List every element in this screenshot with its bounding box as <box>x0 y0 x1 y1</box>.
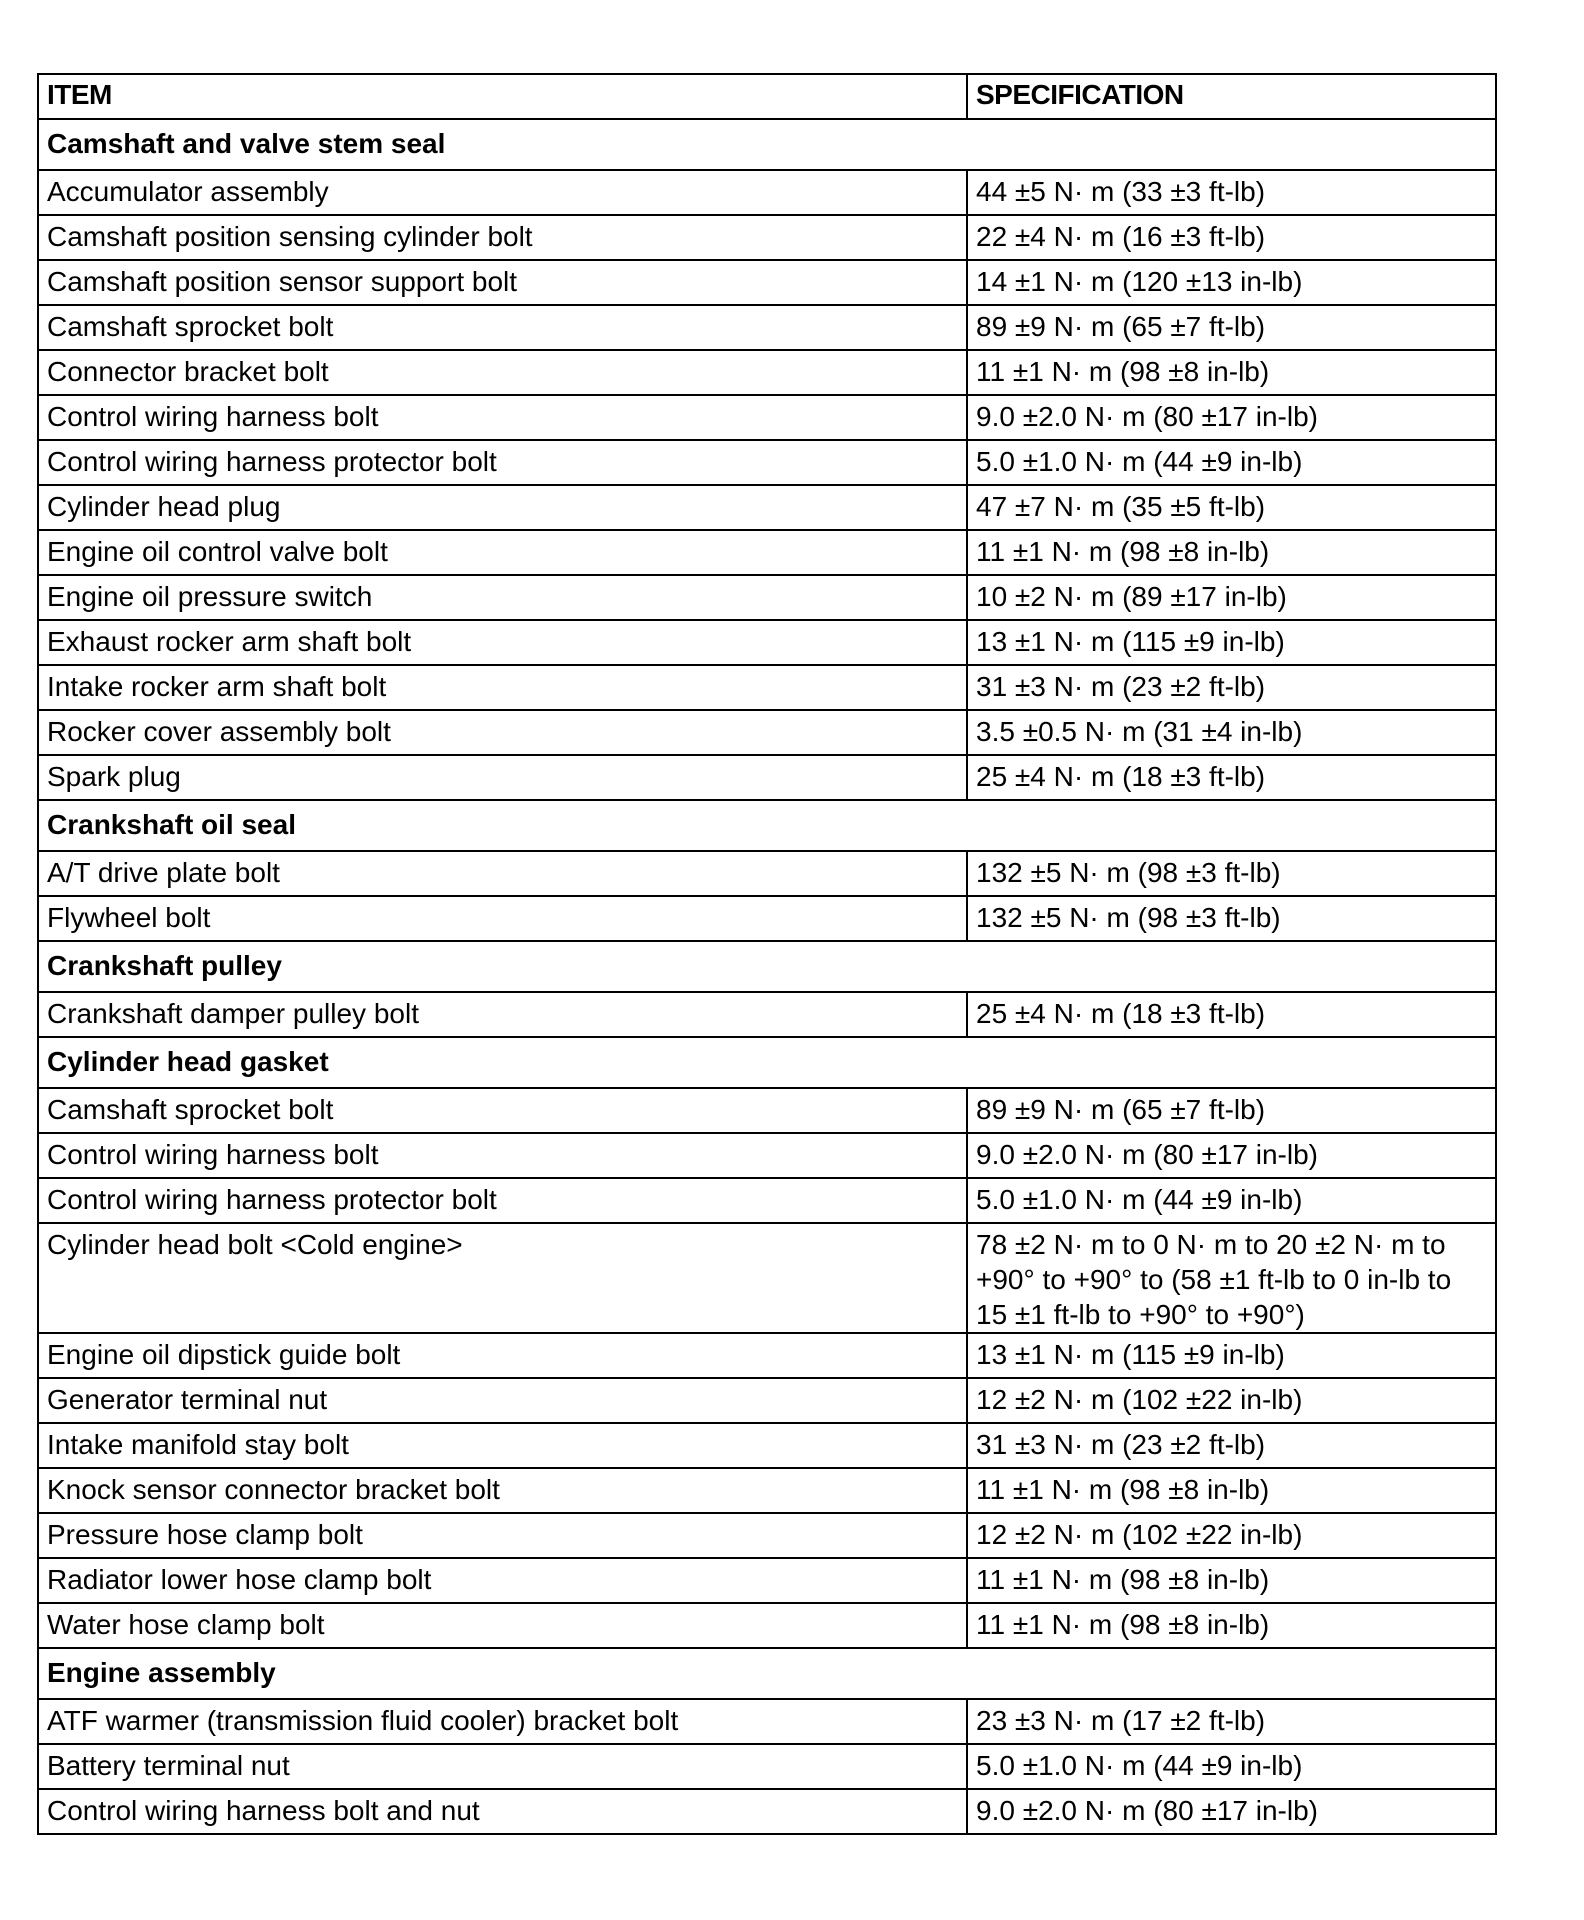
specification-cell: 31 ±3 N· m (23 ±2 ft-lb) <box>967 665 1496 710</box>
section-header-row <box>38 1037 1496 1088</box>
section-title: Camshaft and valve stem seal <box>38 119 1496 170</box>
table-row <box>38 1513 1496 1558</box>
table-row <box>38 215 1496 260</box>
item-cell: Generator terminal nut <box>38 1378 967 1423</box>
specification-cell: 12 ±2 N· m (102 ±22 in-lb) <box>967 1513 1496 1558</box>
specification-cell: 22 ±4 N· m (16 ±3 ft-lb) <box>967 215 1496 260</box>
item-cell: Camshaft position sensing cylinder bolt <box>38 215 967 260</box>
item-cell: Engine oil dipstick guide bolt <box>38 1333 967 1378</box>
table-row <box>38 1133 1496 1178</box>
specification-cell: 9.0 ±2.0 N· m (80 ±17 in-lb) <box>967 1789 1496 1834</box>
table-row <box>38 1333 1496 1378</box>
specification-cell: 3.5 ±0.5 N· m (31 ±4 in-lb) <box>967 710 1496 755</box>
item-cell: Engine oil pressure switch <box>38 575 967 620</box>
table-row <box>38 1223 1496 1333</box>
specification-cell: 23 ±3 N· m (17 ±2 ft-lb) <box>967 1699 1496 1744</box>
specification-cell: 25 ±4 N· m (18 ±3 ft-lb) <box>967 755 1496 800</box>
item-cell: Cylinder head plug <box>38 485 967 530</box>
table-row <box>38 851 1496 896</box>
table-row <box>38 485 1496 530</box>
item-cell: Control wiring harness protector bolt <box>38 1178 967 1223</box>
section-title: Engine assembly <box>38 1648 1496 1699</box>
section-header-row <box>38 800 1496 851</box>
specification-cell: 11 ±1 N· m (98 ±8 in-lb) <box>967 350 1496 395</box>
item-cell: Radiator lower hose clamp bolt <box>38 1558 967 1603</box>
item-cell: ATF warmer (transmission fluid cooler) bracket bolt <box>38 1699 967 1744</box>
table-row <box>38 1558 1496 1603</box>
specification-cell: 11 ±1 N· m (98 ±8 in-lb) <box>967 1603 1496 1648</box>
item-cell: Control wiring harness bolt <box>38 1133 967 1178</box>
specification-cell: 9.0 ±2.0 N· m (80 ±17 in-lb) <box>967 1133 1496 1178</box>
table-header-row <box>38 74 1496 119</box>
torque-spec-table <box>37 73 1497 1835</box>
table-row <box>38 1744 1496 1789</box>
table-row <box>38 1178 1496 1223</box>
item-cell: Camshaft position sensor support bolt <box>38 260 967 305</box>
table-row <box>38 530 1496 575</box>
table-row <box>38 710 1496 755</box>
table-row <box>38 1699 1496 1744</box>
item-cell: Cylinder head bolt <Cold engine> <box>38 1223 967 1333</box>
section-header-row <box>38 119 1496 170</box>
table-row <box>38 1423 1496 1468</box>
table-row <box>38 1789 1496 1834</box>
section-title: Cylinder head gasket <box>38 1037 1496 1088</box>
specification-cell: 5.0 ±1.0 N· m (44 ±9 in-lb) <box>967 1744 1496 1789</box>
item-cell: Control wiring harness bolt <box>38 395 967 440</box>
specification-cell: 44 ±5 N· m (33 ±3 ft-lb) <box>967 170 1496 215</box>
specification-cell: 89 ±9 N· m (65 ±7 ft-lb) <box>967 1088 1496 1133</box>
item-cell: Engine oil control valve bolt <box>38 530 967 575</box>
specification-cell: 11 ±1 N· m (98 ±8 in-lb) <box>967 1468 1496 1513</box>
item-cell: Spark plug <box>38 755 967 800</box>
item-cell: Crankshaft damper pulley bolt <box>38 992 967 1037</box>
specification-cell: 13 ±1 N· m (115 ±9 in-lb) <box>967 620 1496 665</box>
table-row <box>38 620 1496 665</box>
table-row <box>38 896 1496 941</box>
item-cell: Knock sensor connector bracket bolt <box>38 1468 967 1513</box>
specification-cell: 31 ±3 N· m (23 ±2 ft-lb) <box>967 1423 1496 1468</box>
item-cell: Rocker cover assembly bolt <box>38 710 967 755</box>
item-cell: Flywheel bolt <box>38 896 967 941</box>
section-header-row <box>38 941 1496 992</box>
table-row <box>38 992 1496 1037</box>
specification-cell: 11 ±1 N· m (98 ±8 in-lb) <box>967 530 1496 575</box>
specification-column-header: SPECIFICATION <box>967 74 1496 119</box>
table-row <box>38 170 1496 215</box>
specification-cell: 89 ±9 N· m (65 ±7 ft-lb) <box>967 305 1496 350</box>
item-cell: Exhaust rocker arm shaft bolt <box>38 620 967 665</box>
table-body <box>38 119 1496 1834</box>
specification-cell: 132 ±5 N· m (98 ±3 ft-lb) <box>967 896 1496 941</box>
table-row <box>38 350 1496 395</box>
item-column-header: ITEM <box>38 74 967 119</box>
section-title: Crankshaft oil seal <box>38 800 1496 851</box>
table-row <box>38 665 1496 710</box>
specification-cell: 25 ±4 N· m (18 ±3 ft-lb) <box>967 992 1496 1037</box>
table-row <box>38 305 1496 350</box>
specification-cell: 5.0 ±1.0 N· m (44 ±9 in-lb) <box>967 1178 1496 1223</box>
table-row <box>38 1088 1496 1133</box>
specification-cell: 13 ±1 N· m (115 ±9 in-lb) <box>967 1333 1496 1378</box>
specification-cell: 9.0 ±2.0 N· m (80 ±17 in-lb) <box>967 395 1496 440</box>
item-cell: A/T drive plate bolt <box>38 851 967 896</box>
table-row <box>38 260 1496 305</box>
specification-cell: 47 ±7 N· m (35 ±5 ft-lb) <box>967 485 1496 530</box>
section-header-row <box>38 1648 1496 1699</box>
item-cell: Control wiring harness protector bolt <box>38 440 967 485</box>
item-cell: Control wiring harness bolt and nut <box>38 1789 967 1834</box>
table-row <box>38 395 1496 440</box>
table-row <box>38 755 1496 800</box>
item-cell: Camshaft sprocket bolt <box>38 1088 967 1133</box>
item-cell: Accumulator assembly <box>38 170 967 215</box>
specification-cell: 14 ±1 N· m (120 ±13 in-lb) <box>967 260 1496 305</box>
item-cell: Intake manifold stay bolt <box>38 1423 967 1468</box>
item-cell: Intake rocker arm shaft bolt <box>38 665 967 710</box>
specification-cell: 12 ±2 N· m (102 ±22 in-lb) <box>967 1378 1496 1423</box>
item-cell: Pressure hose clamp bolt <box>38 1513 967 1558</box>
item-cell: Battery terminal nut <box>38 1744 967 1789</box>
table-row <box>38 440 1496 485</box>
table-row <box>38 575 1496 620</box>
item-cell: Connector bracket bolt <box>38 350 967 395</box>
table-row <box>38 1378 1496 1423</box>
specification-cell: 10 ±2 N· m (89 ±17 in-lb) <box>967 575 1496 620</box>
specification-cell: 78 ±2 N· m to 0 N· m to 20 ±2 N· m to +90° to +90° to (58 ±1 ft-lb to 0 in-lb to 15 ±1 ft-lb to +90° to +90°) <box>967 1223 1496 1333</box>
table-row <box>38 1603 1496 1648</box>
item-cell: Water hose clamp bolt <box>38 1603 967 1648</box>
specification-cell: 5.0 ±1.0 N· m (44 ±9 in-lb) <box>967 440 1496 485</box>
section-title: Crankshaft pulley <box>38 941 1496 992</box>
item-cell: Camshaft sprocket bolt <box>38 305 967 350</box>
specification-cell: 132 ±5 N· m (98 ±3 ft-lb) <box>967 851 1496 896</box>
specification-cell: 11 ±1 N· m (98 ±8 in-lb) <box>967 1558 1496 1603</box>
table-row <box>38 1468 1496 1513</box>
